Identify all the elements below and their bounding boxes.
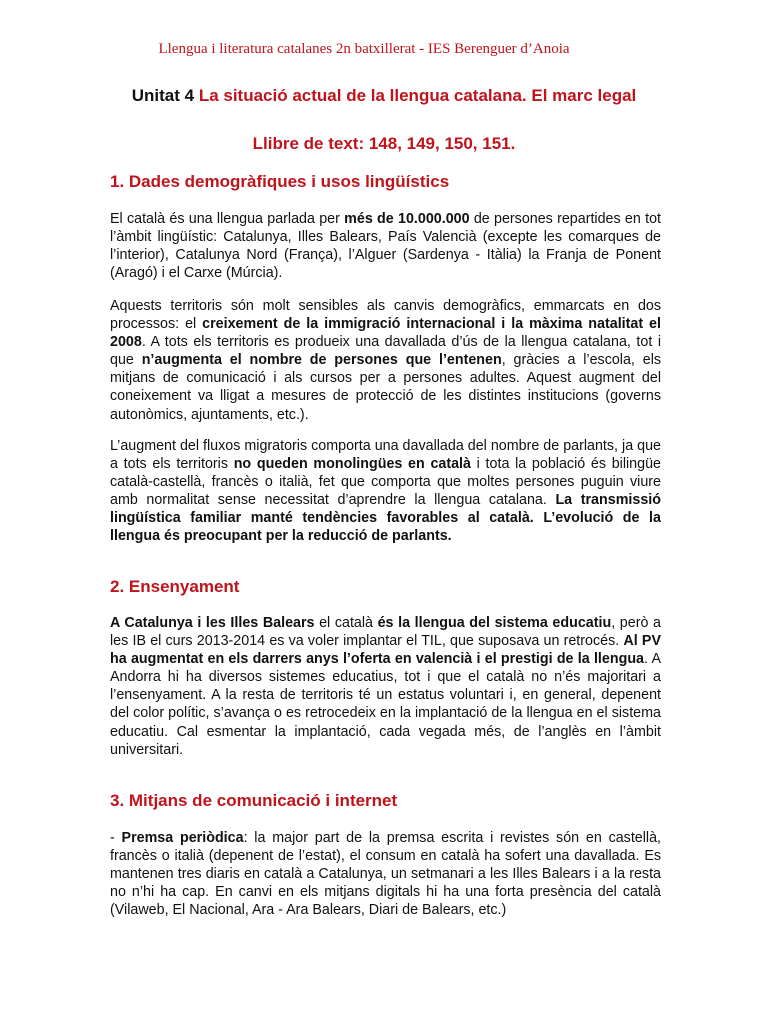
text-run: . A tots els territoris es produeix una davallada d’ús de la llengua catalana, tot i que: [110, 334, 661, 369]
bold-text: A Catalunya i les Illes Balears: [110, 615, 315, 631]
bold-text: n’augmenta el nombre de persones que l’entenen: [141, 352, 502, 369]
bold-text: Premsa periòdica: [121, 830, 244, 846]
text-run: i tota la població és bilingüe català-castellà, francès o italià, fet que comporta que moltes persones puguin viure amb normalitat sense necessitat d’aprendre la llengua catalana.: [110, 456, 661, 509]
unit-title: La situació actual de la llengua catalana. El marc legal: [198, 86, 637, 105]
text-run: , gràcies a l’escola, els mitjans de comunicació i als cursos per a persones adultes. Aquest augment del coneixement va lligat a mesures de protecció de les distintes institucions (governs autonòmics, ajuntaments, etc.).: [110, 352, 662, 423]
section-heading-2: 2. Ensenyament: [110, 577, 240, 596]
text-run: , però a les IB el curs 2013-2014 es va voler implantar el TIL, que suposava un retrocés.: [110, 615, 661, 650]
bold-text: no queden monolingües en català: [233, 456, 471, 473]
text-run: . A Andorra hi ha diversos sistemes educatius, tot i que el català no n’és majoritari a l’ensenyament. A la resta de territoris té un estatus voluntari i, en general, depenent del color polític, s’avança o es retrocedeix en la implantació de la llengua en el sistema educatiu. Cal esmentar la implantació, cada vegada més, de l’anglès en l’àmbit universitari.: [110, 651, 661, 758]
paragraph: [110, 829, 661, 919]
text-run: L’augment del fluxos migratoris comporta una davallada del nombre de parlants, ja que a tots els territoris: [110, 438, 661, 473]
text-run: el català: [314, 615, 378, 631]
bold-text: més de 10.000.000: [344, 211, 470, 227]
textbook-pages: Llibre de text: 148, 149, 150, 151.: [252, 134, 516, 153]
page-header: [0, 41, 768, 58]
text-run: -: [110, 830, 122, 846]
paragraph: [110, 614, 661, 759]
paragraph: [110, 297, 661, 424]
bold-text: és la llengua del sistema educatiu: [377, 615, 612, 631]
bold-text: La transmissió lingüística familiar manté tendències favorables al català. L’evolució de la llengua és preocupant per la reducció de parlants.: [110, 492, 661, 545]
unit-label: Unitat 4: [131, 86, 195, 105]
document-title: [0, 86, 768, 106]
text-run: : la major part de la premsa escrita i revistes són en castellà, francès o italià (depenent de l’estat), el consum en català ha sofert una davallada. Es mantenen tres diaris en català a Catalunya, un setmanari a les Illes Balears i a la resta no n’hi ha cap. En canvi en els mitjans digitals hi ha una forta presència del català (Vilaweb, El Nacional, Ara - Ara Balears, Diari de Balears, etc.): [110, 830, 662, 919]
bold-text: Al PV ha augmentat en els darrers anys l’oferta en valencià i el prestigi de la llengua: [110, 633, 661, 668]
section-heading-3: 3. Mitjans de comunicació i internet: [110, 791, 398, 810]
text-run: de persones repartides en tot l’àmbit lingüístic: Catalunya, Illes Balears, País Valencià (excepte les comarques de l’interior), Catalunya Nord (França), l’Alguer (Sardenya - Itàlia) la Franja de Ponent (Aragó) i el Carxe (Múrcia).: [110, 211, 661, 282]
text-run: Aquests territoris són molt sensibles als canvis demogràfics, emmarcats en dos processos: el: [110, 298, 661, 333]
paragraph: [110, 210, 661, 282]
text-run: El català és una llengua parlada per: [110, 211, 345, 227]
header-text: Llengua i literatura catalanes 2n batxillerat - IES Berenguer d’Anoia: [158, 41, 570, 57]
bold-text: creixement de la immigració internacional i la màxima natalitat el 2008: [110, 316, 661, 351]
paragraph: [110, 437, 661, 546]
section-heading-1: 1. Dades demogràfiques i usos lingüístics: [110, 172, 450, 191]
